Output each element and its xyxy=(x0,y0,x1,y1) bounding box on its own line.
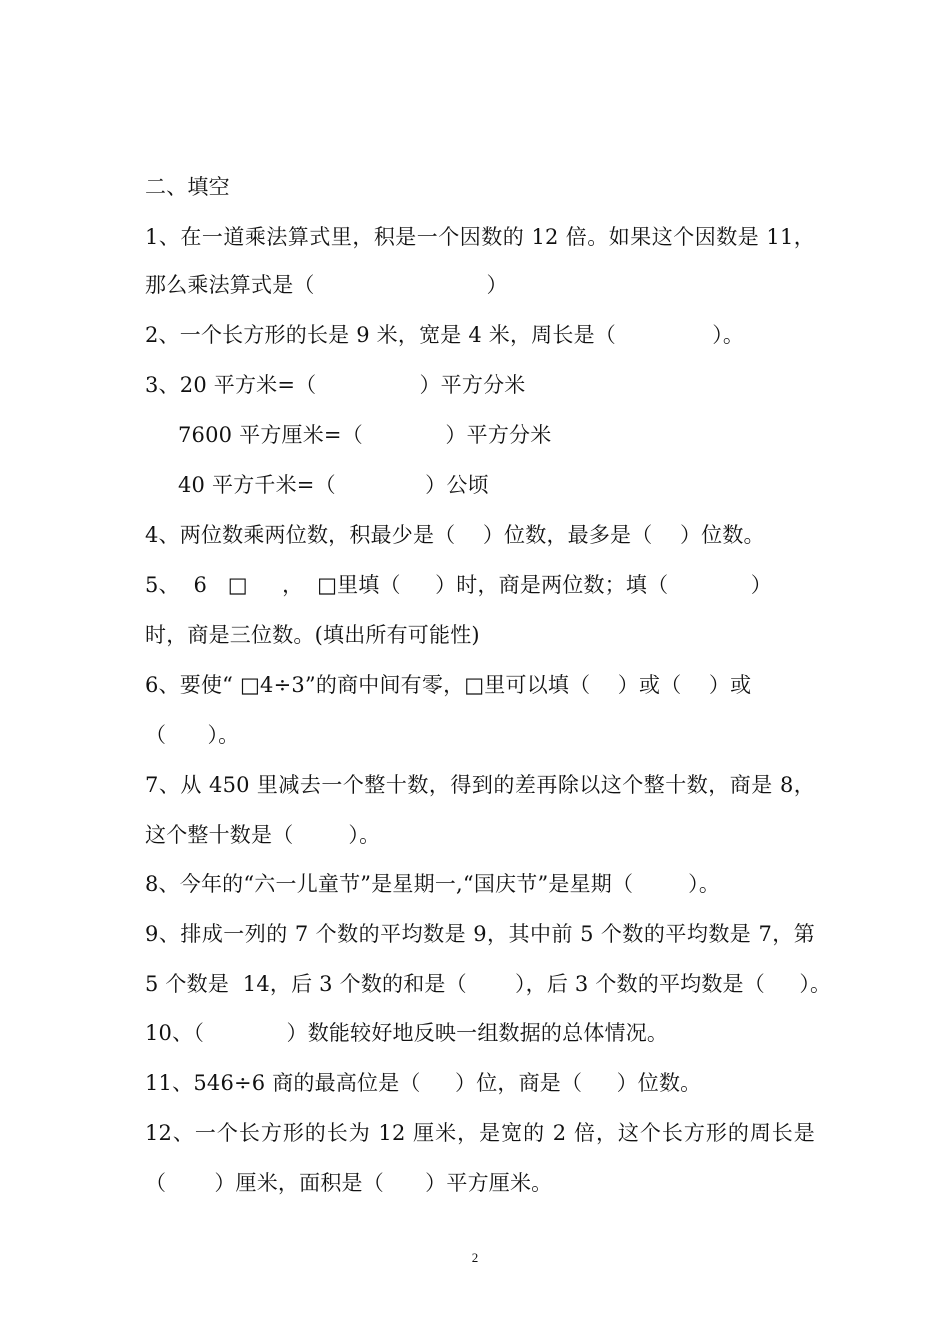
question-5-line-1: 5、 6 □ ， □里填（ ）时，商是两位数；填（ ） xyxy=(145,573,772,597)
question-12-line-1: 12、一个长方形的长为 12 厘米，是宽的 2 倍，这个长方形的周长是 xyxy=(145,1121,815,1145)
question-1-line-1: 1、在一道乘法算式里，积是一个因数的 12 倍。如果这个因数是 11， xyxy=(145,225,815,249)
question-7-line-1: 7、从 450 里减去一个整十数，得到的差再除以这个整十数，商是 8， xyxy=(145,773,815,797)
question-8: 8、今年的“六一儿童节”是星期一,“国庆节”是星期（ ）。 xyxy=(145,872,721,896)
question-11: 11、546÷6 商的最高位是（ ）位，商是（ ）位数。 xyxy=(145,1071,702,1095)
question-4: 4、两位数乘两位数，积最少是（ ）位数，最多是（ ）位数。 xyxy=(145,523,765,547)
question-1-line-2: 那么乘法算式是（ ） xyxy=(145,273,508,297)
question-3-line-1: 3、20 平方米=（ ）平方分米 xyxy=(145,373,526,397)
question-2: 2、一个长方形的长是 9 米，宽是 4 米，周长是（ ）。 xyxy=(145,323,745,347)
section-title: 二、填空 xyxy=(145,175,230,199)
question-10: 10、（ ）数能较好地反映一组数据的总体情况。 xyxy=(145,1021,669,1045)
question-5-line-2: 时，商是三位数。(填出所有可能性) xyxy=(145,623,480,647)
question-7-line-2: 这个整十数是（ ）。 xyxy=(145,823,381,847)
question-6-line-1: 6、要使“ □4÷3”的商中间有零，□里可以填（ ）或（ ）或 xyxy=(145,673,752,697)
question-9-line-1: 9、排成一列的 7 个数的平均数是 9，其中前 5 个数的平均数是 7，第 xyxy=(145,922,815,946)
question-6-line-2: （ ）。 xyxy=(145,723,240,747)
question-3-line-2: 7600 平方厘米=（ ）平方分米 xyxy=(178,423,552,447)
question-3-line-3: 40 平方千米=（ ）公顷 xyxy=(178,473,489,497)
question-9-line-2: 5 个数是 14，后 3 个数的和是（ ），后 3 个数的平均数是（ ）。 xyxy=(145,972,832,996)
page-number: 2 xyxy=(471,1250,479,1265)
question-12-line-2: （ ）厘米，面积是（ ）平方厘米。 xyxy=(145,1171,553,1195)
